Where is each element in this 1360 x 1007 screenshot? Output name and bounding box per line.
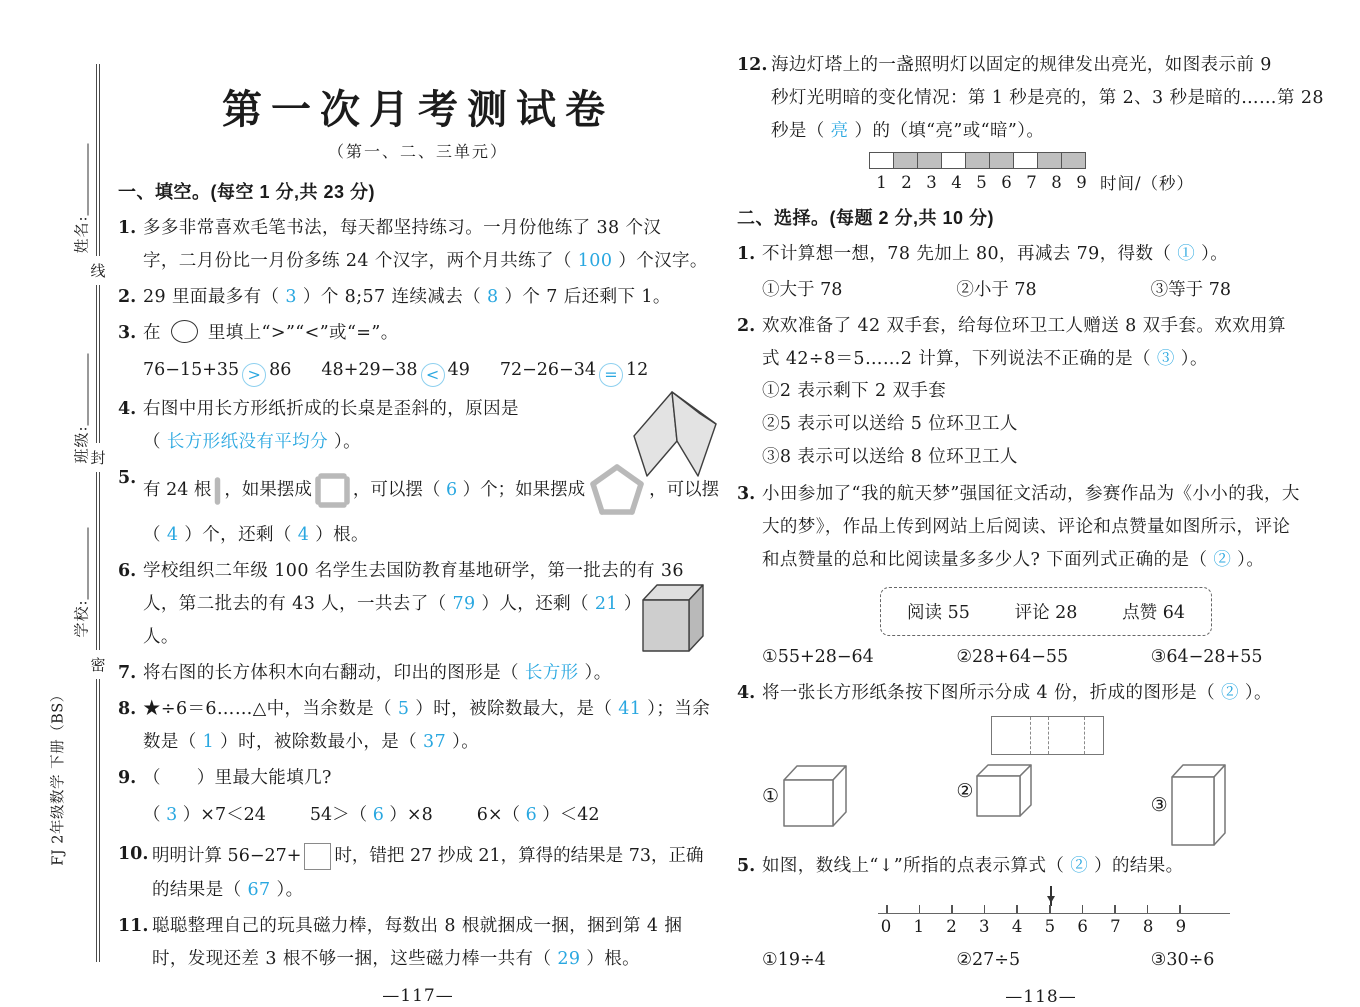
question-2 (118, 281, 718, 314)
question-number: 5. (118, 468, 137, 488)
answer-text: 1 (202, 732, 215, 752)
choice-question-1 (737, 238, 1345, 307)
inequality-row (143, 795, 718, 835)
second-label: 2 (901, 172, 912, 192)
choice-2: ②28+64−55 (956, 647, 1069, 667)
text-segment: 右图中用长方形纸折成的长桌是歪斜的，原因是 (143, 399, 519, 419)
tick-mark (1114, 905, 1116, 913)
student-school-field (71, 508, 92, 658)
comparison-2 (321, 350, 469, 390)
circ-mark: > (242, 363, 266, 387)
answer-text: 67 (247, 880, 271, 900)
dark-cell (917, 152, 942, 169)
tick-mark (1049, 905, 1051, 913)
tick-label: 6 (1077, 917, 1088, 936)
text-segment: ）个汉字。 (612, 251, 708, 271)
text-segment: 多多非常喜欢毛笔书法，每天都坚持练习。一月份他练了 38 个汉 (143, 218, 662, 238)
question-line (762, 310, 1345, 343)
text-segment: 数是（ (143, 732, 203, 752)
tick-mark (1016, 905, 1018, 913)
tick-label: 7 (1110, 917, 1121, 936)
question-number: 1. (737, 244, 756, 264)
choices-row (762, 640, 1345, 674)
question-number: 6. (118, 561, 137, 581)
question-number: 3. (118, 323, 137, 343)
question-number: 1. (118, 218, 137, 238)
question-8 (118, 693, 718, 759)
text-segment: ）；当余 (641, 699, 711, 719)
question-line (143, 726, 718, 759)
text-segment: ）时，被除数最小，是（ (214, 732, 424, 752)
text-part (649, 474, 719, 507)
option-1: ①2 表示剩下 2 双手套 (762, 381, 947, 401)
tick-mark (984, 905, 986, 913)
second-label: 7 (1026, 172, 1037, 192)
answer-text: 79 (452, 594, 476, 614)
school-label: 学校: (72, 599, 91, 638)
stats-box-figure (880, 587, 1212, 636)
paper-strip-figure (991, 716, 1104, 755)
answer-text: 4 (166, 525, 179, 545)
text-segment: 86 (269, 360, 292, 380)
seal-char-feng: 封 (89, 443, 107, 472)
arrow-down-icon (1050, 886, 1052, 906)
circ-mark: < (421, 363, 445, 387)
text-part (224, 474, 312, 507)
seal-char-line: 线 (89, 256, 107, 285)
seal-double-line (96, 64, 100, 962)
answer-text: 37 (423, 732, 447, 752)
dark-cell (965, 152, 990, 169)
question-number: 3. (737, 484, 756, 504)
text-segment: ★÷6＝6……△中，当余数是（ (143, 699, 398, 719)
cuboid-figure-3 (1170, 763, 1228, 847)
text-segment: 如图，数线上“↓”所指的点表示算式（ (762, 856, 1071, 876)
inequality-1 (143, 795, 266, 835)
cube-figure-2 (975, 763, 1035, 818)
question-line (152, 943, 718, 976)
likes-stat: 点赞 64 (1122, 603, 1185, 623)
comparison-row (143, 350, 718, 390)
question-number: 4. (737, 683, 756, 703)
text-segment: （ ）里最大能填几? (143, 768, 332, 788)
choice-2: ②小于 78 (956, 280, 1037, 300)
tick-mark (951, 905, 953, 913)
tick-label: 4 (1011, 917, 1023, 936)
cuboid-block-figure (635, 578, 709, 654)
answer-text: 6 (525, 805, 537, 825)
second-label: 8 (1051, 172, 1062, 192)
text-segment: 和点赞量的总和比阅读量多多少人? 下面列式正确的是（ (762, 550, 1214, 570)
answer-text: 6 (372, 805, 384, 825)
text-segment: 聪聪整理自己的玩具磁力棒，每数出 8 根就捆成一捆，捆到第 4 捆 (152, 916, 683, 936)
text-segment: ，可以摆（ (352, 480, 446, 500)
second-label: 6 (1001, 172, 1012, 192)
answer-text: ② (1070, 856, 1089, 876)
tick-mark (1147, 905, 1149, 913)
dark-cell (989, 152, 1014, 169)
question-line (152, 910, 718, 943)
text-segment: 将一张长方形纸条按下图所示分成 4 份，折成的图形是（ (762, 683, 1222, 703)
dark-cell (1061, 152, 1086, 169)
text-segment: 12 (625, 360, 649, 380)
class-blank-line (74, 353, 89, 425)
tick-mark (1082, 905, 1084, 913)
text-segment: 海边灯塔上的一盏照明灯以固定的规律发出亮光，如图表示前 9 (771, 55, 1272, 75)
option-number: ③ (1150, 794, 1168, 816)
inequality-2 (310, 795, 433, 835)
text-segment: 秒是（ (771, 121, 831, 141)
answer-text: ② (1213, 550, 1232, 570)
light-pattern-axis (869, 170, 1345, 194)
text-part (152, 840, 301, 873)
text-segment: 式 42÷8＝5……2 计算，下列说法不正确的是（ (762, 349, 1157, 369)
tick-mark (886, 905, 888, 913)
class-label: 班级: (72, 425, 91, 464)
question-number: 7. (118, 663, 137, 683)
choice-question-2 (737, 310, 1345, 475)
student-class-field (71, 334, 92, 484)
right-page (737, 46, 1345, 1007)
text-segment: 将右图的长方体积木向右翻动，印出的图形是（ (143, 663, 525, 683)
text-segment: ）×8 (383, 805, 433, 825)
number-line-axis (878, 913, 1230, 914)
answer-text: 41 (618, 699, 642, 719)
left-page (118, 56, 718, 1006)
answer-text: 3 (285, 287, 297, 307)
student-name-field (71, 124, 92, 274)
text-segment: （ (143, 805, 167, 825)
tick-label: 9 (1175, 917, 1187, 936)
text-segment: ）个 7 后还剩下 1。 (498, 287, 671, 307)
choice-question-5 (737, 850, 1345, 977)
bcirc-mark (171, 320, 198, 343)
question-line (143, 281, 718, 314)
tick-mark (1179, 905, 1181, 913)
question-7 (118, 657, 718, 690)
text-segment: 学校组织二年级 100 名学生去国防教育基地研学，第一批去的有 36 (143, 561, 684, 581)
light-pattern-figure (869, 152, 1345, 194)
page-title: 第一次月考测试卷 (222, 86, 614, 133)
fold-line (1048, 717, 1049, 754)
question-line (762, 544, 1345, 577)
choice-3: ③30÷6 (1150, 950, 1215, 970)
text-segment: ）。 (578, 663, 612, 683)
box-option-1 (762, 763, 956, 829)
question-1 (118, 212, 718, 278)
book-edition-label: FJ 2年级数学 下册（BS） (50, 687, 67, 866)
answer-text: 5 (397, 699, 410, 719)
answer-text: 长方形纸没有平均分 (166, 432, 328, 452)
text-part (334, 840, 703, 873)
question-line (143, 693, 718, 726)
text-segment: 6×（ (476, 805, 526, 825)
answer-text: 3 (166, 805, 178, 825)
question-line (762, 511, 1345, 544)
dark-cell (893, 152, 918, 169)
comparison-3 (500, 350, 648, 390)
question-line (771, 115, 1345, 148)
number-line-labels (876, 917, 1191, 936)
text-segment: 76−15+35 (143, 360, 240, 380)
question-line (143, 588, 718, 654)
choice-3: ③等于 78 (1150, 280, 1231, 300)
question-number: 2. (737, 316, 756, 336)
answer-text: 亮 (830, 121, 849, 141)
question-number: 8. (118, 699, 137, 719)
answer-text: 21 (594, 594, 618, 614)
text-segment: 里填上“>”“<”或“=”。 (201, 323, 399, 343)
tick-label: 0 (880, 917, 892, 936)
text-segment: ）个；如果摆成 (457, 480, 586, 500)
question-number: 4. (118, 399, 137, 419)
choice-1: ①19÷4 (762, 950, 826, 970)
second-label: 3 (926, 172, 937, 192)
answer-text: 4 (297, 525, 310, 545)
question-line (143, 555, 718, 588)
text-segment: ）。 (327, 432, 361, 452)
page-subtitle: （第一、二、三单元） (327, 142, 508, 161)
text-segment: 54＞（ (309, 805, 373, 825)
question-number: 2. (118, 287, 137, 307)
light-cell (869, 152, 894, 169)
second-label: 5 (976, 172, 987, 192)
stick-square-icon (314, 472, 351, 509)
text-segment: ）个，还剩（ (178, 525, 298, 545)
answer-text: 6 (445, 480, 458, 500)
reads-stat: 阅读 55 (907, 603, 970, 623)
dark-cell (1037, 152, 1062, 169)
answer-text: 8 (487, 287, 499, 307)
text-segment: ）的结果。 (1088, 856, 1184, 876)
choice-question-3 (737, 478, 1345, 674)
section-2-header: 二、选择。(每题 2 分,共 10 分) (737, 208, 995, 228)
question-line (143, 519, 718, 552)
box-options-row (762, 763, 1345, 847)
question-line (152, 838, 718, 874)
text-segment: ）的（填“亮”或“暗”）。 (848, 121, 1045, 141)
option-number: ② (956, 779, 974, 802)
box-option-3 (1151, 763, 1345, 847)
light-pattern-cells (869, 152, 1345, 169)
fold-line (1030, 717, 1031, 754)
tick-label: 3 (979, 917, 990, 936)
text-segment: （ (143, 432, 167, 452)
text-segment: ）×7＜24 (177, 805, 266, 825)
answer-text: ③ (1156, 349, 1175, 369)
question-12 (737, 49, 1345, 148)
number-line-ticks (886, 905, 1181, 913)
text-segment: ）。 (446, 732, 480, 752)
second-label: 9 (1076, 172, 1087, 192)
tick-label: 2 (946, 917, 957, 936)
section-1-header: 一、填空。(每空 1 分,共 23 分) (118, 182, 376, 202)
cube-figure-1 (781, 763, 851, 829)
page-number-right: —118— (1005, 987, 1077, 1007)
text-segment: 的结果是（ (152, 880, 248, 900)
number-line-figure (878, 889, 1230, 941)
answer-text: 长方形 (524, 663, 579, 683)
choices-row (762, 943, 1345, 977)
text-segment: ，可以摆 (649, 480, 720, 500)
text-segment: ）＜42 (536, 805, 600, 825)
question-line (762, 343, 1345, 376)
option-number: ① (762, 785, 780, 807)
text-segment: 人，第二批去的有 43 人，一共去了（ (143, 594, 453, 614)
text-segment: 小田参加了“我的航天梦”强国征文活动，参赛作品为《小小的我，大 (762, 484, 1300, 504)
text-segment: ）。 (1231, 550, 1265, 570)
question-line (143, 212, 718, 245)
question-11 (118, 910, 718, 976)
text-segment: ）。 (1195, 244, 1229, 264)
text-segment: ，如果摆成 (224, 480, 312, 500)
question-number: 5. (737, 856, 756, 876)
text-segment: 29 里面最多有（ (143, 287, 286, 307)
question-6 (118, 555, 718, 654)
choice-question-4 (737, 677, 1345, 847)
question-number: 9. (118, 768, 137, 788)
text-segment: 时，错把 27 抄成 21，算得的结果是 73，正确 (334, 845, 704, 866)
box-option-2 (956, 763, 1150, 818)
question-line (143, 762, 718, 795)
page-number-left: —117— (382, 986, 454, 1006)
text-segment: （ (143, 525, 167, 545)
question-line (143, 657, 718, 690)
tick-label: 1 (913, 917, 925, 936)
school-blank-line (74, 527, 89, 599)
choice-2: ②27÷5 (956, 950, 1021, 970)
text-segment: 字，二月份比一月份多练 24 个汉字，两个月共练了（ (143, 251, 578, 271)
option-2: ②5 表示可以送给 5 位环卫工人 (762, 414, 1018, 434)
choice-1: ①大于 78 (762, 280, 843, 300)
tick-label: 5 (1044, 917, 1056, 936)
question-number: 12. (737, 55, 768, 75)
question-line (152, 874, 718, 907)
choice-1: ①55+28−64 (762, 647, 874, 667)
name-blank-line (74, 143, 89, 215)
option-3: ③8 表示可以送给 8 位环卫工人 (762, 447, 1018, 467)
name-label: 姓名: (72, 215, 91, 254)
question-3 (118, 317, 718, 390)
text-segment: ）。 (270, 880, 304, 900)
text-segment: 在 (143, 323, 167, 343)
text-segment: ）根。 (309, 525, 369, 545)
question-number: 10. (118, 844, 149, 864)
stick-icon (213, 477, 222, 505)
second-label: 4 (951, 172, 962, 192)
text-segment: ）个 8;57 连续减去（ (296, 287, 488, 307)
comparison-1 (143, 350, 291, 390)
text-part (353, 474, 585, 507)
question-line (143, 245, 718, 278)
seal-char-mi: 密 (89, 650, 107, 679)
answer-text: ② (1221, 683, 1239, 703)
second-label: 1 (876, 172, 887, 192)
question-number: 11. (118, 916, 149, 936)
tick-label: 8 (1142, 917, 1154, 936)
text-segment: ）根。 (580, 949, 641, 969)
question-line (762, 677, 1345, 710)
answer-text: ① (1177, 244, 1196, 264)
question-line (771, 82, 1345, 115)
text-segment: 明明计算 56−27+ (152, 845, 302, 866)
text-segment: 72−26−34 (499, 360, 596, 380)
text-segment: ）。 (1174, 349, 1208, 369)
tick-mark (919, 905, 921, 913)
comments-stat: 评论 28 (1014, 603, 1078, 623)
question-line (762, 850, 1345, 883)
time-axis-caption: 时间/（秒） (1100, 174, 1195, 193)
text-part (143, 474, 211, 507)
question-line (771, 49, 1345, 82)
text-segment: 不计算想一想，78 先加上 80，再减去 79，得数（ (762, 244, 1178, 264)
answer-text: 100 (577, 251, 613, 271)
light-cell (1013, 152, 1038, 169)
text-segment: ）人。 (143, 594, 634, 647)
second-labels (869, 173, 1094, 192)
text-segment: 欢欢准备了 42 双手套，给每位环卫工人赠送 8 双手套。欢欢用算 (762, 316, 1286, 336)
text-segment: ）时，被除数最大，是（ (409, 699, 619, 719)
question-line (762, 478, 1345, 511)
text-segment: 49 (447, 360, 470, 380)
choices-row (762, 273, 1345, 307)
question-line (143, 317, 718, 350)
text-segment: 大的梦》，作品上传到网站上后阅读、评论和点赞量如图所示，评论 (762, 517, 1291, 537)
empty-box (304, 843, 331, 870)
light-cell (941, 152, 966, 169)
choice-3: ③64−28+55 (1150, 647, 1263, 667)
circ-mark: = (599, 363, 623, 387)
question-9 (118, 762, 718, 835)
answer-text: 29 (557, 949, 581, 969)
text-segment: 秒灯光明暗的变化情况：第 1 秒是亮的，第 2、3 秒是暗的……第 28 (771, 88, 1324, 108)
folded-paper-figure (620, 386, 720, 478)
text-segment: 48+29−38 (321, 360, 418, 380)
inequality-3 (477, 795, 600, 835)
text-segment: 有 24 根 (143, 480, 212, 500)
text-segment: ）人，还剩（ (475, 594, 595, 614)
question-line (762, 238, 1345, 271)
text-segment: 时，发现还差 3 根不够一捆，这些磁力棒一共有（ (152, 949, 558, 969)
fold-line (1084, 717, 1085, 754)
text-segment: ）。 (1238, 683, 1272, 703)
question-10 (118, 838, 718, 907)
